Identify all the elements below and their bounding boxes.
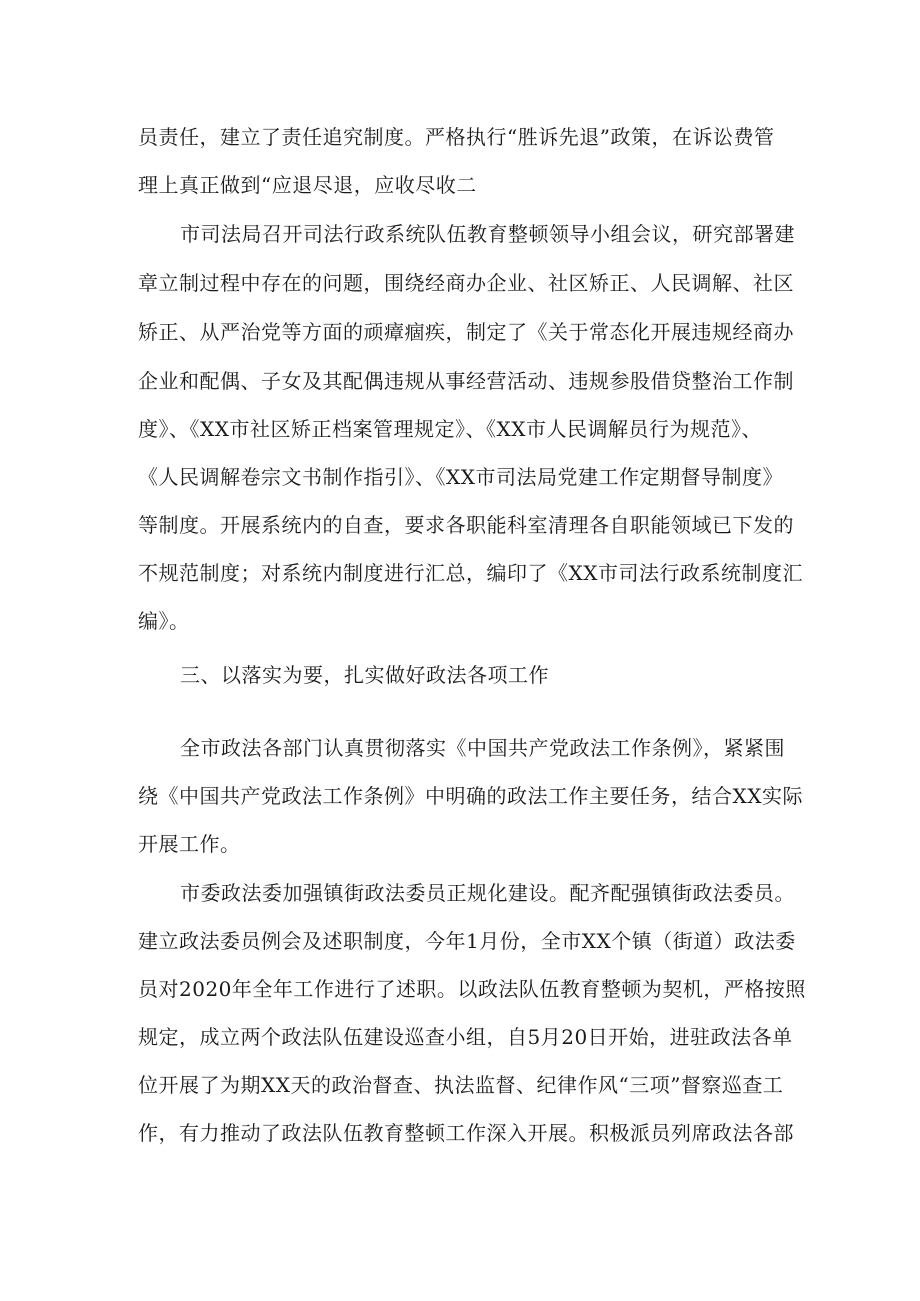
paragraph-line: 位开展了为期XX天的政治督查、执法监督、纪律作风“三项”督察巡查工: [138, 1073, 784, 1097]
paragraph-line: 市司法局召开司法行政系统队伍教育整顿领导小组会议，研究部署建: [180, 222, 795, 246]
paragraph-line: 开展工作。: [138, 832, 241, 856]
paragraph-line: 理上真正做到“应退尽退，应收尽收二: [138, 173, 477, 197]
section-heading: 三、以落实为要，扎实做好政法各项工作: [180, 663, 549, 687]
paragraph-line: 全市政法各部门认真贯彻落实《中国共产党政法工作条例》，紧紧围: [180, 736, 785, 760]
paragraph-line: 规定，成立两个政法队伍建设巡查小组，自5月20日开始，进驻政法各单: [138, 1025, 793, 1049]
paragraph-line: 员责任，建立了责任追究制度。严格执行“胜诉先退”政策，在诉讼费管: [138, 125, 775, 149]
paragraph-line: 章立制过程中存在的问题，围绕经商办企业、社区矫正、人民调解、社区: [138, 271, 794, 295]
paragraph-line: 作，有力推动了政法队伍教育整顿工作深入开展。积极派员列席政法各部: [138, 1121, 794, 1145]
paragraph-line: 绕《中国共产党政法工作条例》中明确的政法工作主要任务，结合XX实际: [138, 784, 803, 808]
paragraph-line: 矫正、从严治党等方面的顽瘴痼疾，制定了《关于常态化开展违规经商办: [138, 320, 794, 344]
paragraph-line: 市委政法委加强镇街政法委员正规化建设。配齐配强镇街政法委员。: [180, 881, 795, 905]
paragraph-line: 《人民调解卷宗文书制作指引》、《XX市司法局党建工作定期督导制度》: [138, 465, 783, 489]
paragraph-line: 等制度。开展系统内的自查，要求各职能科室清理各自职能领域已下发的: [138, 513, 794, 537]
paragraph-line: 建立政法委员例会及述职制度，今年1月份，全市XX个镇（街道）政法委: [138, 929, 796, 953]
paragraph-line: 度》、《XX市社区矫正档案管理规定》、《XX市人民调解员行为规范》、: [138, 417, 762, 441]
paragraph-line: 编》。: [138, 609, 190, 633]
paragraph-line: 不规范制度；对系统内制度进行汇总，编印了《XX市司法行政系统制度汇: [138, 561, 803, 585]
paragraph-line: 企业和配偶、子女及其配偶违规从事经营活动、违规参股借贷整治工作制: [138, 369, 794, 393]
paragraph-line: 员对2020年全年工作进行了述职。以政法队伍教育整顿为契机，严格按照: [138, 977, 806, 1001]
